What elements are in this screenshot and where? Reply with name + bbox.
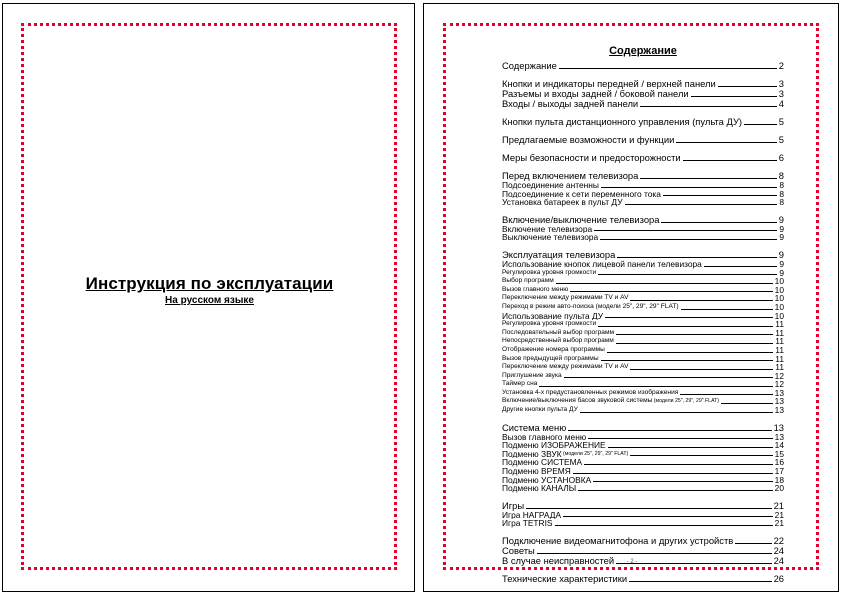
toc-page-number: 5 (778, 135, 784, 145)
toc-entry (502, 320, 784, 329)
toc-entry (502, 363, 784, 372)
toc-entry-label: Включение/выключения басов звуковой системы (502, 397, 653, 405)
toc-entry (502, 423, 784, 433)
toc-page-number: 11 (775, 328, 784, 338)
toc-entry (502, 61, 784, 71)
toc-entry-label: Кнопки и индикаторы передней / верхней панели (502, 79, 716, 89)
toc-leader-line (630, 369, 773, 370)
toc-page-number: 13 (773, 422, 784, 433)
toc-entry-note: (модели 25", 29", 29" FLAT) (561, 450, 629, 457)
toc-leader-line (735, 543, 771, 544)
toc-leader-line (598, 274, 777, 275)
toc-entry (502, 380, 784, 389)
toc-page-number: 6 (778, 153, 784, 163)
toc-entry-label: Входы / выходы задней панели (502, 99, 639, 109)
toc-leader-line (526, 508, 771, 509)
toc-entry-label: В случае неисправностей (502, 556, 615, 566)
toc-page-number: 8 (778, 171, 784, 181)
toc-leader-line (616, 334, 773, 335)
toc-entry (502, 546, 784, 556)
toc-leader-line (559, 68, 777, 69)
toc-entry-label: Другие кнопки пульта ДУ (502, 406, 578, 414)
toc-page-number: 21 (774, 510, 784, 520)
toc-entry-label: Игра TETRIS (502, 519, 553, 528)
toc-entry (502, 511, 784, 520)
toc-page-number: 12 (774, 371, 784, 381)
toc-page-number: 9 (779, 224, 784, 234)
toc-entry-label: Подсоединение к сети переменного тока (502, 189, 661, 199)
toc-page-number: 18 (774, 475, 784, 485)
toc-leader-line (598, 326, 773, 327)
toc-leader-line (588, 438, 773, 439)
toc-leader-line (607, 352, 773, 353)
toc-entry-label: Вызов главного меню (502, 432, 587, 442)
toc-page-number: 11 (775, 363, 784, 372)
toc-leader-line (605, 317, 773, 318)
toc-entry-label: Приглушение звука (502, 371, 562, 379)
toc-page-number: 9 (779, 233, 784, 242)
toc-leader-line (593, 481, 773, 482)
toc-leader-line (578, 490, 772, 491)
toc-entry-label: Система меню (502, 422, 567, 433)
toc-entry (502, 372, 784, 381)
toc-entry-label: Подменю ИЗОБРАЖЕНИЕ (502, 441, 606, 450)
toc-entry-label: Перед включением телевизора (502, 171, 639, 181)
toc-group-spacer (502, 242, 784, 250)
toc-page-number: 13 (774, 397, 784, 407)
page-number: - 2 - (626, 559, 638, 565)
toc-entry (502, 99, 784, 109)
toc-group-spacer (502, 145, 784, 153)
toc-entry (502, 450, 784, 459)
toc-page-number: 11 (775, 320, 784, 329)
toc-leader-line (680, 394, 772, 395)
toc-entry-label: Включение телевизора (502, 224, 593, 234)
toc-entry-label: Подключение видеомагнитофона и других устройств (502, 536, 734, 546)
toc-entry-label: Меры безопасности и предосторожности (502, 153, 681, 163)
toc-leader-line (616, 343, 773, 344)
toc-leader-line (676, 142, 776, 143)
toc-group-spacer (502, 207, 784, 215)
toc-entry-label: Предлагаемые возможности и функции (502, 135, 675, 145)
toc-leader-line (594, 230, 777, 231)
toc-entry-label: Использование кнопок лицевой панели телевизора (502, 259, 702, 269)
toc-page-number: 3 (778, 79, 784, 89)
toc-page-number: 12 (774, 380, 784, 389)
toc-entry (502, 153, 784, 163)
toc-leader-line (584, 464, 773, 465)
toc-entry (502, 277, 784, 286)
toc-entry (502, 260, 784, 269)
toc-entry (502, 519, 784, 528)
toc-entry (502, 250, 784, 260)
toc-leader-line (601, 187, 777, 188)
toc-page-number: 5 (778, 117, 784, 127)
toc-group-spacer (502, 415, 784, 423)
toc-page-number: 13 (774, 388, 784, 398)
toc-entry-label: Подменю КАНАЛЫ (502, 484, 577, 493)
toc-entry-label: Включение/выключение телевизора (502, 214, 660, 225)
toc-leader-line (537, 553, 772, 554)
toc-page-number: 14 (774, 441, 784, 450)
toc-entry (502, 269, 784, 278)
toc-entry-label: Содержание (502, 61, 557, 71)
toc-page-number: 24 (773, 556, 784, 566)
toc-leader-line (568, 430, 771, 431)
toc-entry (502, 233, 784, 242)
toc-page-number: 10 (774, 277, 784, 286)
toc-leader-line (663, 195, 777, 196)
toc-group-spacer (502, 163, 784, 171)
toc-entry-label: Установка 4-х предустановленных режимов изображения (502, 388, 679, 396)
toc-entry (502, 574, 784, 584)
toc-entry-label: Непосредственный выбор программ (502, 337, 614, 345)
toc-page-number: 8 (779, 198, 784, 207)
toc-page-number: 10 (774, 311, 784, 321)
toc-entry-label: Выбор программ (502, 277, 554, 285)
toc-entry-label: Таймер сна (502, 380, 538, 388)
toc-page-number: 8 (779, 189, 784, 199)
toc-entry-label: Подменю ВРЕМЯ (502, 467, 571, 476)
toc-entry (502, 389, 784, 398)
toc-entry (502, 225, 784, 234)
toc-page-number: 13 (774, 406, 784, 415)
toc-leader-line (683, 160, 777, 161)
toc-entry-label: Игра НАГРАДА (502, 510, 562, 520)
toc-entry (502, 190, 784, 199)
toc-entry-label: Игры (502, 500, 525, 511)
toc-entry (502, 337, 784, 346)
toc-entry-label: Советы (502, 546, 535, 556)
toc-entry (502, 198, 784, 207)
toc-entry (502, 79, 784, 89)
toc-leader-line (539, 386, 772, 387)
toc-page-number: 26 (773, 574, 784, 584)
toc-entry-label: Переключение между режимами TV и AV (502, 294, 629, 302)
toc-entry-label: Эксплуатация телевизора (502, 249, 616, 260)
toc-leader-line (608, 447, 773, 448)
toc-page-number: 8 (779, 181, 784, 190)
toc-group-spacer (502, 528, 784, 536)
toc-leader-line (580, 412, 773, 413)
toc-page-number: 10 (774, 285, 784, 295)
toc-page-number: 9 (779, 268, 784, 278)
toc-entry-label: Разъемы и входы задней / боковой панели (502, 89, 689, 99)
toc-entry-label: Переход в режим авто-поиска (модели 25", 29", 29" FLAT) (502, 302, 679, 310)
toc-entry (502, 135, 784, 145)
toc-entry-label: Вызов предыдущей программы (502, 354, 599, 362)
toc-entry (502, 286, 784, 295)
toc-entry-label: Подменю ЗВУК (502, 449, 562, 459)
toc-entry (502, 171, 784, 181)
toc-leader-line (630, 455, 772, 456)
toc-leader-line (555, 525, 773, 526)
toc-leader-line (625, 204, 778, 205)
toc-entry-label: Подсоединение антенны (502, 181, 599, 190)
toc-leader-line (661, 222, 776, 223)
toc-group-spacer (502, 71, 784, 79)
toc-page-number: 3 (778, 89, 784, 99)
toc-entry (502, 294, 784, 303)
toc-leader-line (721, 403, 773, 404)
toc-page-number: 24 (773, 546, 784, 556)
toc-leader-line (601, 360, 774, 361)
toc-entry (502, 406, 784, 415)
toc-leader-line (600, 239, 777, 240)
toc-entry-label: Подменю УСТАНОВКА (502, 475, 592, 485)
toc-entry (502, 501, 784, 511)
toc-group-spacer (502, 566, 784, 574)
toc-entry-label: Подменю СИСТЕМА (502, 458, 583, 468)
toc-entry (502, 346, 784, 355)
toc-page-number: 21 (773, 500, 784, 511)
toc-page-number: 16 (774, 458, 784, 468)
toc-leader-line (640, 178, 776, 179)
toc-leader-line (718, 86, 777, 87)
toc-entry (502, 215, 784, 225)
toc-entry-label: Вызов главного меню (502, 285, 569, 293)
document-title: Инструкция по эксплуатации (85, 274, 334, 293)
toc-entry (502, 441, 784, 450)
toc-entry (502, 433, 784, 442)
toc-entry (502, 458, 784, 467)
toc-leader-line (563, 516, 773, 517)
toc-entry (502, 536, 784, 546)
toc-page-number: 20 (774, 484, 784, 493)
toc-leader-line (640, 106, 777, 107)
toc-entry (502, 397, 784, 406)
toc-entry-label: Установка батареек в пульт ДУ (502, 198, 623, 207)
document-subtitle: На русском языке (165, 295, 254, 306)
toc-entry-label: Регулировка уровня громкости (502, 268, 597, 276)
toc-entry-label: Отображение номера программы (502, 345, 605, 353)
toc-entry-label: Кнопки пульта дистанционного управления (пульта ДУ) (502, 117, 743, 127)
toc-leader-line (744, 124, 777, 125)
toc-entry-label: Использование пульта ДУ (502, 311, 604, 321)
toc-page-number: 10 (774, 294, 784, 303)
toc-page-number: 13 (774, 432, 784, 442)
cover-page (2, 3, 415, 592)
toc-leader-line (617, 257, 776, 258)
toc-leader-line (573, 473, 773, 474)
toc-leader-line (570, 291, 772, 292)
toc-page-number: 11 (775, 337, 784, 346)
toc-group-spacer (502, 493, 784, 501)
toc-entry (502, 476, 784, 485)
toc-entry (502, 329, 784, 338)
toc-group-spacer (502, 127, 784, 135)
toc-page-number: 4 (778, 99, 784, 109)
toc-leader-line (629, 581, 771, 582)
toc-entry-label: Переключение между режимами TV и AV (502, 363, 629, 371)
toc-entry (502, 467, 784, 476)
toc-page-number: 9 (779, 259, 784, 269)
toc-entry (502, 181, 784, 190)
toc-page-number: 10 (774, 302, 784, 312)
contents-page (423, 3, 839, 592)
toc-entry (502, 117, 784, 127)
toc-page-number: 17 (774, 467, 784, 476)
toc-page-number: 2 (778, 61, 784, 71)
toc-leader-line (681, 309, 773, 310)
toc-entry-label: Последовательный выбор программ (502, 328, 615, 336)
toc-page-number: 11 (775, 354, 784, 364)
toc-entry-label: Технические характеристики (502, 574, 628, 584)
toc-page-number: 21 (774, 519, 784, 528)
toc-entry (502, 484, 784, 493)
toc-page-number: 9 (778, 214, 784, 225)
toc-entry-note: (модели 25", 29", 29" FLAT) (652, 398, 720, 405)
toc-entry-label: Регулировка уровня громкости (502, 320, 597, 328)
toc-page-number: 15 (774, 449, 784, 459)
toc-leader-line (630, 300, 772, 301)
toc-leader-line (691, 96, 777, 97)
toc-entry-label: Выключение телевизора (502, 233, 599, 242)
toc-heading: Содержание (609, 45, 677, 57)
toc-entry (502, 89, 784, 99)
toc-page-number: 11 (775, 345, 784, 355)
toc-page-number: 9 (778, 249, 784, 260)
toc-entry (502, 355, 784, 364)
toc-page-number: 22 (773, 536, 784, 546)
toc-leader-line (556, 283, 773, 284)
toc-entry (502, 312, 784, 321)
toc-entry (502, 303, 784, 312)
toc-leader-line (704, 266, 777, 267)
toc-group-spacer (502, 109, 784, 117)
toc-leader-line (564, 377, 773, 378)
table-of-contents (502, 44, 784, 584)
